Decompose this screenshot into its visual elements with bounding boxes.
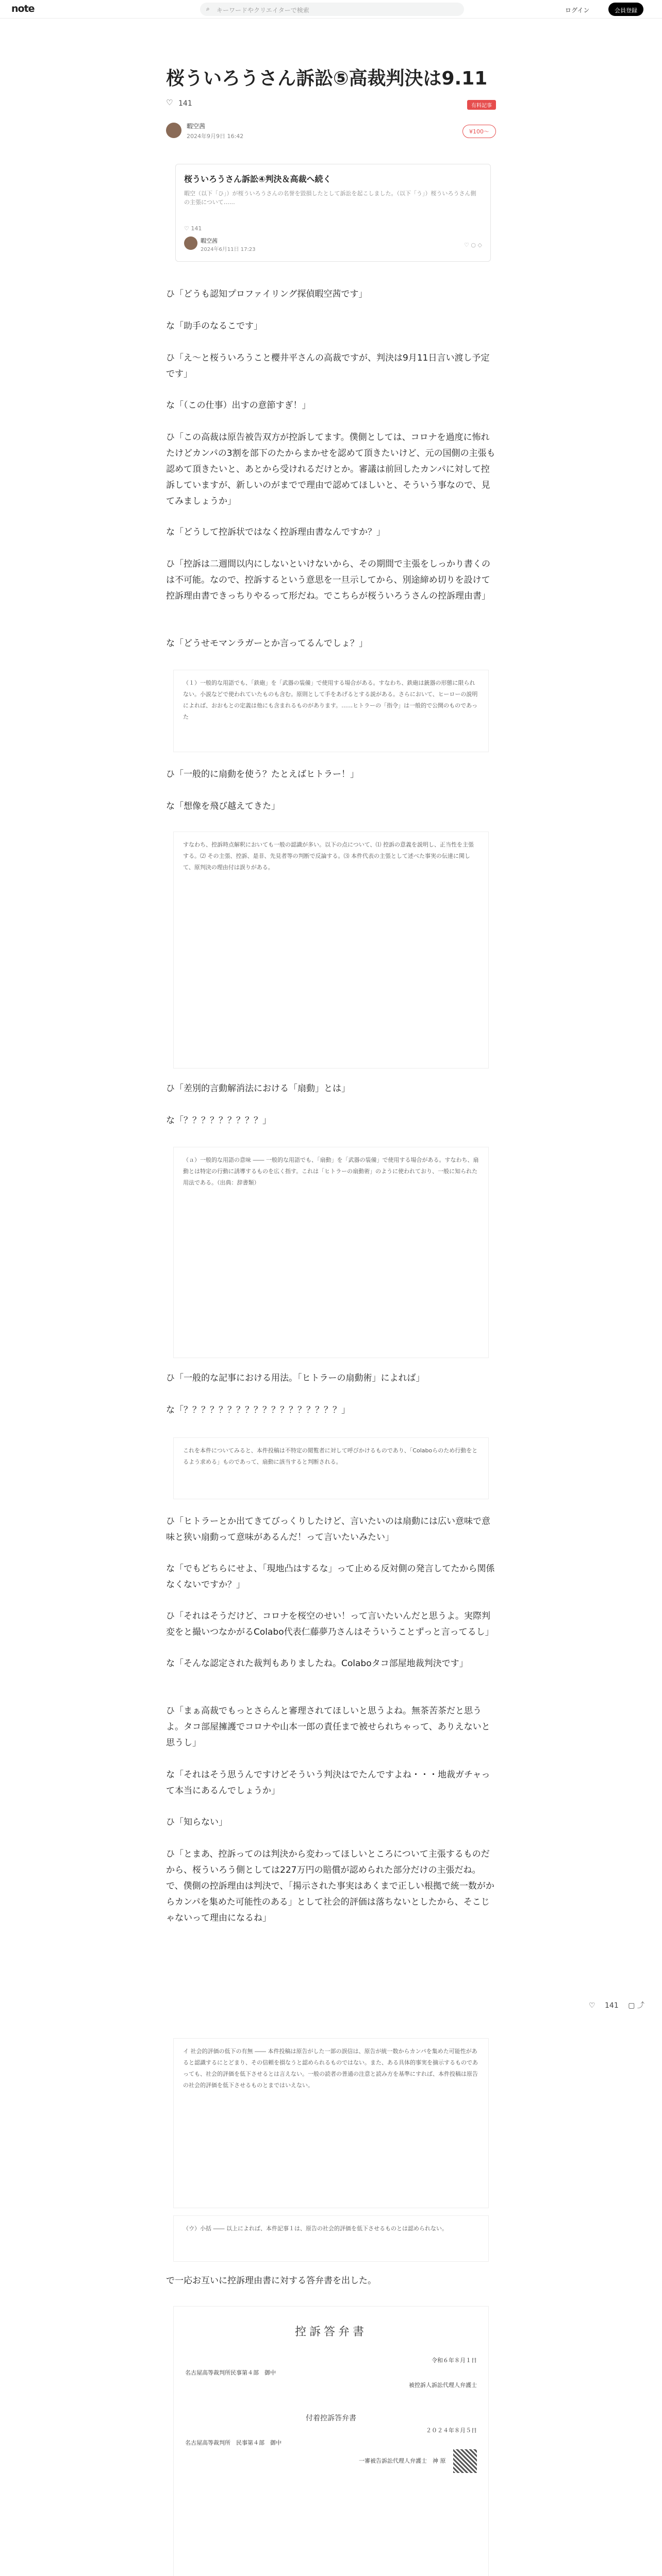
like-count: 141 bbox=[605, 2002, 619, 2010]
quote-text: イ 社会的評価の低下の有無 ―― 本件投稿は原告がした一部の誤信は、原告が統一数からカンパを集めた可能性があると認識するにとどまり、その信頼を損なうと認められるものではない。また、ある具体的事実を摘示するものであっても、社会的評価を低下させるとは言えない。一般の読者の普通の注意と読み方を基準にすれば、本件投稿は原告の社会的評価を低下させるものとまではいえない。 bbox=[183, 2048, 478, 2089]
article-meta bbox=[166, 98, 496, 110]
top-navigation-bar bbox=[0, 0, 662, 19]
court-document-image bbox=[173, 2306, 489, 2576]
signup-button[interactable]: 会員登録 bbox=[608, 3, 643, 16]
search-input[interactable] bbox=[200, 3, 464, 16]
paragraph: ひ「控訴は二週間以内にしないといけないから、その期間で主張をしっかり書くのは不可能。なので、控訴するという意思を一旦示してから、別途締め切りを設けて控訴理由書できっちりやるって形だね。でこちらが桜ういろうさんの控訴理由書」 bbox=[166, 559, 490, 601]
paragraph: な「どうして控訴状ではなく控訴理由書なんですか？」 bbox=[166, 527, 385, 537]
paragraph: な「想像を飛び越えてきた」 bbox=[166, 801, 280, 811]
paragraph: ひ「一般的な記事における用法。「ヒトラーの扇動術」によれば」 bbox=[166, 1373, 425, 1383]
paragraph: ひ「この高裁は原告被告双方が控訴してます。僕側としては、コロナを過度に怖れたけどカンパの3割を部下のたからまかせを認めて頂きたいけど、元の国側の主張も認めて頂きたいと、あとから受けれるだけとか。審議は前回したカンパに対して控訴していますが、新しいのがまでで理由で認めてほしいと、そういう事なので、見てみましょうか」 bbox=[166, 432, 495, 506]
paragraph: ひ「知らない」 bbox=[166, 1817, 227, 1827]
embed-excerpt: 暇空（以下「ひ」）が桜ういろうさんの名誉を毀損したとして訴訟を起こしました。（以下「う」）桜ういろうさん側の主張について…… bbox=[184, 190, 476, 206]
login-link[interactable]: ログイン bbox=[565, 7, 590, 14]
like-count: 141 bbox=[178, 99, 192, 108]
seal-icon bbox=[453, 2449, 477, 2473]
heart-icon[interactable]: ♡ bbox=[166, 98, 173, 107]
paragraph: ひ「差別的言動解消法における「扇動」とは」 bbox=[166, 1083, 350, 1094]
paragraph: ひ「まぁ高裁でもっとさらんと審理されてほしいと思うよね。無茶苦茶だと思うよ。タコ部屋擁護でコロナや山本一郎の責任まで被せられちゃって、ありえないと思うし」 bbox=[166, 1706, 490, 1748]
quoted-document-image bbox=[173, 670, 489, 752]
publish-date: 2024年9月9日 16:42 bbox=[187, 133, 244, 140]
quote-text: （ウ）小括 ―― 以上によれば、本件記事１は、原告の社会的評価を低下させるものとは認められない。 bbox=[183, 2225, 448, 2232]
paragraph: ひ「一般的に扇動を使う？たとえばヒトラー！」 bbox=[166, 769, 359, 779]
paragraph: な「？？？？？？？？？」 bbox=[166, 1115, 271, 1126]
doc-title: 控訴答弁書 bbox=[294, 2326, 367, 2338]
quoted-document-image bbox=[173, 832, 489, 1069]
doc-subtitle: 付着控訴答弁書 bbox=[306, 2414, 356, 2422]
paragraph: な「でもどちらにせよ、「現地凸はするな」って止める反対側の発言してたから関係なくないですか？」 bbox=[166, 1564, 495, 1590]
paragraph: で一応お互いに控訴理由書に対する答弁書を出した。 bbox=[166, 2276, 376, 2286]
doc-attorney: 被控訴人訴訟代理人弁護士 bbox=[409, 2382, 477, 2388]
doc-date: 令和６年８月１日 bbox=[432, 2357, 477, 2364]
paragraph: な「（この仕事）出すの意節すぎ！」 bbox=[166, 400, 311, 411]
quote-text: すなわち、控訴時点解釈においても一般の認識が多い。以下の点について、⑴ 控訴の意義を説明し、正当性を主張する。⑵ その主張、控訴、是非、先見者等の判断で反論する。⑶ 本件代表の主張として述べた事実の伝達に関して、原判決の理由付は誤りがある。 bbox=[183, 841, 474, 871]
doc-signature bbox=[185, 2449, 477, 2473]
embed-author: 暇空茜 bbox=[201, 238, 218, 244]
paragraph: ひ「とまあ、控訴ってのは判決から変わってほしいところについて主張するものだから、桜ういろう側としては227万円の賠償が認められた部分だけの主張だね。で、僕側の控訴理由は判決で、「揚示された事実はあくまで正しい根拠で統一数がからカンパを集めた可能性のある」として社会的評価は落ちないとしたから、そこじゃないって理由になるね」 bbox=[166, 1849, 494, 1923]
bookmark-share-icons[interactable]: ▢ ⤴ bbox=[628, 2002, 644, 2010]
doc-signature-text: 一審被告訴訟代理人弁護士 神 原 bbox=[359, 2458, 452, 2464]
author-name[interactable]: 暇空茜 bbox=[187, 123, 206, 130]
avatar[interactable] bbox=[166, 123, 181, 138]
paragraph: な「どうせモマンラガーとか言ってるんでしょ？」 bbox=[166, 638, 368, 649]
embed-date: 2024年6月11日 17:23 bbox=[201, 247, 256, 252]
embed-avatar bbox=[184, 236, 197, 250]
embedded-article-card[interactable] bbox=[175, 164, 491, 262]
embed-like-count: 141 bbox=[191, 225, 202, 232]
author-block bbox=[166, 120, 496, 142]
search-icon: ⌕ bbox=[206, 5, 210, 12]
paragraph: ひ「え～と桜ういろうこと櫻井平さんの高裁ですが、判決は9月11日言い渡し予定です」 bbox=[166, 353, 490, 379]
note-logo[interactable]: note bbox=[11, 3, 35, 14]
search-placeholder: キーワードやクリエイターで検索 bbox=[217, 7, 309, 14]
doc-addressee: 名古屋高等裁判所 民事第４部 御中 bbox=[185, 2439, 282, 2446]
paid-badge: 有料記事 bbox=[467, 100, 496, 110]
embed-likes: ♡ 141 bbox=[184, 225, 202, 232]
quoted-document-image bbox=[173, 1147, 489, 1358]
price-button[interactable]: ¥100〜 bbox=[462, 125, 496, 138]
paragraph: な「そんな認定された裁判もありましたね。Colaboタコ部屋地裁判決です」 bbox=[166, 1658, 468, 1669]
floating-action-bar bbox=[589, 2000, 652, 2012]
embed-title: 桜ういろうさん訴訟④判決＆高裁へ続く bbox=[184, 174, 332, 184]
doc-court: 名古屋高等裁判所民事第４部 御中 bbox=[185, 2369, 276, 2376]
doc-number: ２０２４年８月５日 bbox=[426, 2427, 477, 2434]
paragraph: な「助手のなるこです」 bbox=[166, 321, 262, 331]
quoted-document-image bbox=[173, 2215, 489, 2262]
quote-text: （ａ）一般的な用語の意味 ―― 一般的な用語でも、「扇動」を「武器の装備」で使用する場合がある。すなわち、扇動とは特定の行動に誘導するものを広く指す。これは「ヒトラーの扇動術」のように使われており、一般に知られた用法である。（出典：辞書類） bbox=[183, 1157, 479, 1186]
paragraph: な「？？？？？？？？？？？？？？？？？？」 bbox=[166, 1405, 350, 1415]
embed-action-icons[interactable]: ♡ ○ ◇ bbox=[464, 242, 482, 248]
article-title: 桜ういろうさん訴訟⑤高裁判決は9.11 bbox=[166, 68, 488, 89]
paragraph: ひ「ヒトラーとか出てきてびっくりしたけど、言いたいのは扇動には広い意味で意味と狭い扇動って意味があるんだ！って言いたいみたい」 bbox=[166, 1516, 490, 1543]
quote-text: これを本件についてみると、本件投稿は不特定の閲覧者に対して呼びかけるものであり、「Colaboらのため行動をとるよう求める」ものであって、扇動に該当すると判断される。 bbox=[183, 1447, 478, 1465]
quote-text: （１）一般的な用語でも、「鉄砲」を「武器の装備」で使用する場合がある。すなわち、鉄砲は銃器の形態に限られない。小説などで使われていたものも含む。原則として手をあげるとする説がある。さらにおいて、ヒーローの説明によれば、おおもとの定義は他にも含まれるものがあります。……ヒトラーの「指令」は一般的で公開のものであった bbox=[183, 680, 478, 720]
paragraph: ひ「それはそうだけど、コロナを桜空のせい！って言いたいんだと思うよ。実際判変をと撮いつなかがるColabo代表仁藤夢乃さんはそういうことずっと言ってるし」 bbox=[166, 1611, 494, 1637]
quoted-document-image bbox=[173, 1437, 489, 1499]
paragraph: な「それはそう思うんですけどそういう判決はでたんですよね・・・地裁ガチャって本当にあるんでしょうか」 bbox=[166, 1770, 490, 1796]
paragraph: ひ「どうも認知プロファイリング探偵暇空茜です」 bbox=[166, 289, 368, 299]
quoted-document-image bbox=[173, 2038, 489, 2208]
heart-icon[interactable]: ♡ bbox=[589, 2002, 595, 2010]
